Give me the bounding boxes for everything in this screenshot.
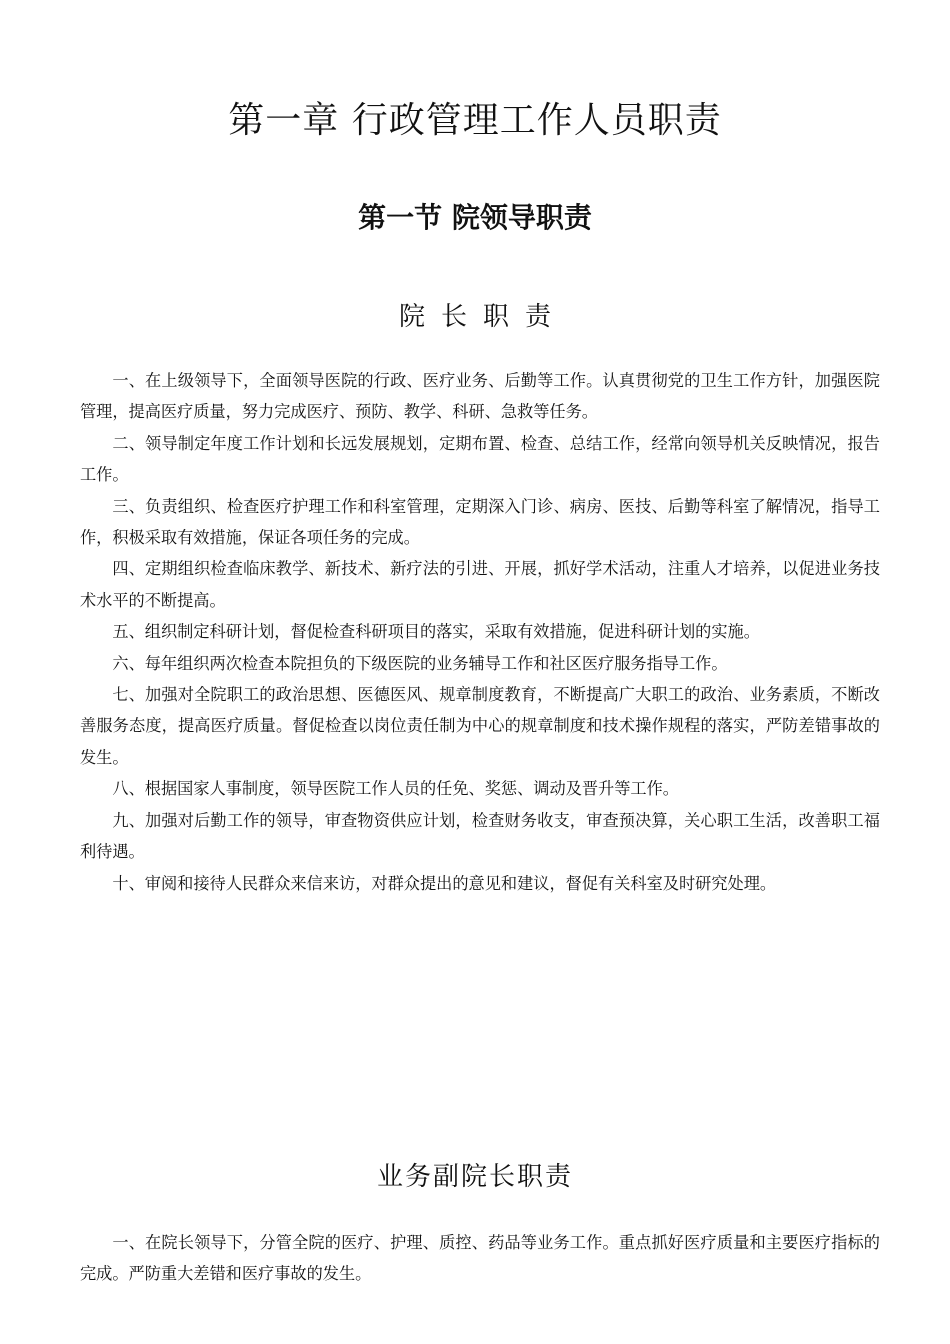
clause-3: 三、负责组织、检查医疗护理工作和科室管理，定期深入门诊、病房、医技、后勤等科室了解情况，指导工作，积极采取有效措施，保证各项任务的完成。 xyxy=(80,496,880,548)
clause-2: 二、领导制定年度工作计划和长远发展规划，定期布置、检查、总结工作，经常向领导机关反映情况，报告工作。 xyxy=(80,433,880,485)
clause-9: 九、加强对后勤工作的领导，审查物资供应计划，检查财务收支，审查预决算，关心职工生活，改善职工福利待遇。 xyxy=(80,810,880,862)
vp-clause-1: 一、在院长领导下，分管全院的医疗、护理、质控、药品等业务工作。重点抓好医疗质量和主要医疗指标的完成。严防重大差错和医疗事故的发生。 xyxy=(80,1233,880,1284)
clause-6: 六、每年组织两次检查本院担负的下级医院的业务辅导工作和社区医疗服务指导工作。 xyxy=(112,653,728,673)
clause-1: 一、在上级领导下，全面领导医院的行政、医疗业务、后勤等工作。认真贯彻党的卫生工作方针，加强医院管理，提高医疗质量，努力完成医疗、预防、教学、科研、急救等任务。 xyxy=(80,371,880,422)
president-clause-list xyxy=(80,365,880,899)
president-duties-title: 院长职责 xyxy=(398,302,567,332)
clause-7: 七、加强对全院职工的政治思想、医德医风、规章制度教育，不断提高广大职工的政治、业务素质，不断改善服务态度，提高医疗质量。督促检查以岗位责任制为中心的规章制度和技术操作规程的落实，严防差错事故的发生。 xyxy=(80,685,880,767)
section-title: 第一节 院领导职责 xyxy=(358,201,592,234)
clause-8: 八、根据国家人事制度，领导医院工作人员的任免、奖惩、调动及晋升等工作。 xyxy=(112,779,679,799)
clause-10: 十、审阅和接待人民群众来信来访，对群众提出的意见和建议，督促有关科室及时研究处理。 xyxy=(112,873,777,893)
vice-president-duties-title: 业务副院长职责 xyxy=(376,1162,573,1192)
chapter-title: 第一章 行政管理工作人员职责 xyxy=(228,100,722,141)
clause-4: 四、定期组织检查临床教学、新技术、新疗法的引进、开展，抓好学术活动，注重人才培养，以促进业务技术水平的不断提高。 xyxy=(80,559,880,610)
clause-5: 五、组织制定科研计划，督促检查科研项目的落实，采取有效措施，促进科研计划的实施。 xyxy=(112,622,760,642)
vice-president-clause-list xyxy=(80,1227,880,1290)
